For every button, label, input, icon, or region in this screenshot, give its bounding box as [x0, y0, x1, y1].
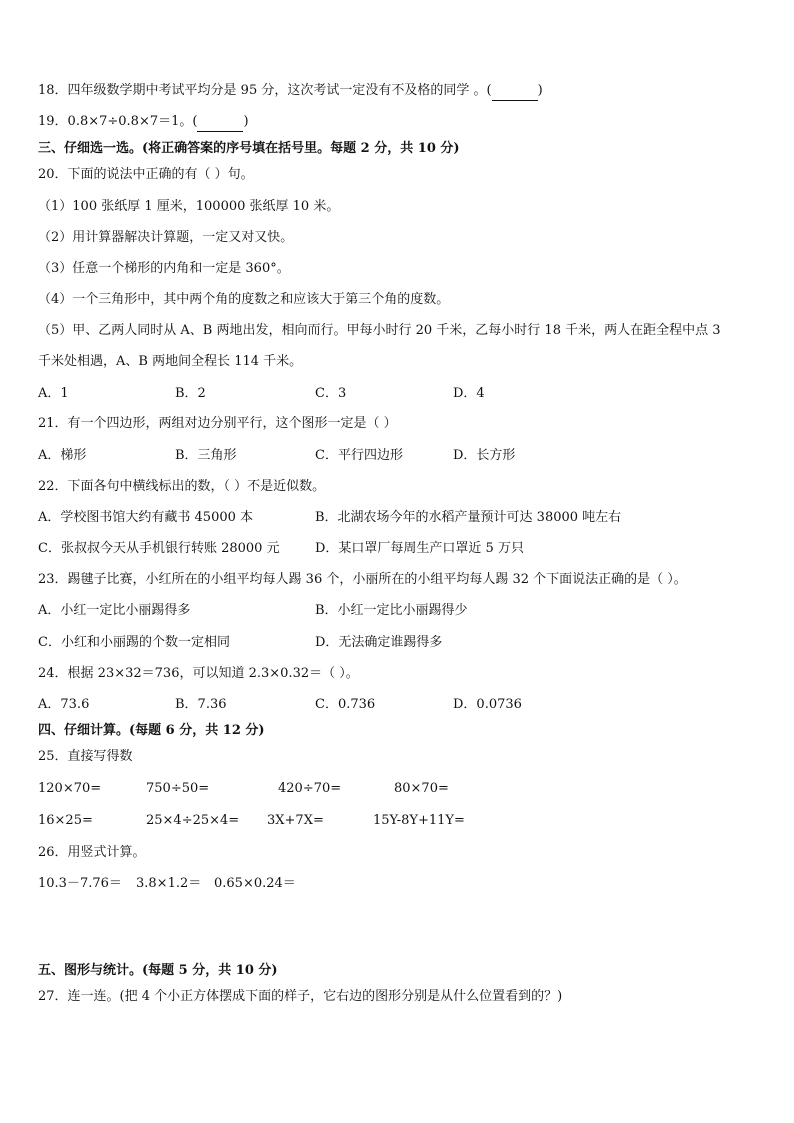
calc-item: 10.3－7.76＝: [38, 876, 122, 891]
question-18-close: ): [537, 83, 543, 98]
option-c[interactable]: C．0.736: [315, 697, 376, 712]
calc-item: 750÷50=: [146, 781, 210, 796]
answer-blank[interactable]: [492, 82, 538, 101]
option-b[interactable]: B．7.36: [175, 697, 227, 712]
question-24-stem: 24．根据 23×32＝736，可以知道 2.3×0.32＝（ ）。: [38, 666, 359, 681]
question-26-stem: 26．用竖式计算。: [38, 845, 146, 860]
question-20-stem: 20．下面的说法中正确的有（ ）句。: [38, 167, 254, 182]
question-20-item-4: （4）一个三角形中，其中两个角的度数之和应该大于第三个角的度数。: [38, 292, 450, 307]
question-20-item-5: （5）甲、乙两人同时从 A、B 两地出发，相向而行。甲每小时行 20 千米，乙每小时行 18 千米，两人在距全程中点 3: [38, 323, 721, 338]
question-18: [38, 82, 543, 101]
option-c[interactable]: C．张叔叔今天从手机银行转账 28000 元: [38, 541, 280, 556]
option-d[interactable]: D．某口罩厂每周生产口罩近 5 万只: [315, 541, 524, 556]
option-a[interactable]: A．1: [38, 386, 69, 401]
option-c[interactable]: C．3: [315, 386, 347, 401]
question-19: [38, 113, 249, 132]
question-19-text: 19．0.8×7÷0.8×7＝1。(: [38, 114, 198, 129]
question-23-stem: 23．踢毽子比赛，小红所在的小组平均每人踢 36 个，小丽所在的小组平均每人踢 32 个下面说法正确的是（ ）。: [38, 572, 687, 587]
question-25-stem: 25．直接写得数: [38, 749, 133, 764]
calc-item: 80×70=: [394, 781, 449, 796]
question-18-text: 18．四年级数学期中考试平均分是 95 分，这次考试一定没有不及格的同学 。(: [38, 83, 492, 98]
question-20-item-5-cont: 千米处相遇，A、B 两地间全程长 114 千米。: [38, 354, 303, 369]
section-4-heading: 四、仔细计算。(每题 6 分，共 12 分): [38, 723, 265, 738]
option-a[interactable]: A．学校图书馆大约有藏书 45000 本: [38, 510, 254, 525]
option-b[interactable]: B．三角形: [175, 448, 237, 463]
option-b[interactable]: B．北湖农场今年的水稻产量预计可达 38000 吨左右: [315, 510, 622, 525]
option-a[interactable]: A．73.6: [38, 697, 90, 712]
option-a[interactable]: A．梯形: [38, 448, 87, 463]
question-20-item-1: （1）100 张纸厚 1 厘米，100000 张纸厚 10 米。: [38, 199, 340, 214]
calc-item: 420÷70=: [278, 781, 342, 796]
calc-item: 0.65×0.24＝: [214, 876, 296, 891]
option-b[interactable]: B．小红一定比小丽踢得少: [315, 603, 468, 618]
option-a[interactable]: A．小红一定比小丽踢得多: [38, 603, 191, 618]
option-d[interactable]: D．长方形: [453, 448, 516, 463]
answer-blank[interactable]: [197, 113, 243, 132]
section-3-heading: 三、仔细选一选。(将正确答案的序号填在括号里。每题 2 分，共 10 分): [38, 141, 460, 156]
option-d[interactable]: D．4: [453, 386, 485, 401]
calc-item: 3.8×1.2＝: [136, 876, 202, 891]
question-21-stem: 21．有一个四边形，两组对边分别平行，这个图形一定是（ ）: [38, 416, 397, 431]
option-c[interactable]: C．平行四边形: [315, 448, 403, 463]
question-19-close: ): [243, 114, 249, 129]
section-5-heading: 五、图形与统计。(每题 5 分，共 10 分): [38, 963, 278, 978]
calc-item: 120×70=: [38, 781, 102, 796]
option-d[interactable]: D．0.0736: [453, 697, 522, 712]
calc-item: 25×4÷25×4=: [146, 813, 240, 828]
calc-item: 15Y-8Y+11Y=: [373, 813, 465, 828]
option-c[interactable]: C．小红和小丽踢的个数一定相同: [38, 635, 230, 650]
question-20-item-2: （2）用计算器解决计算题，一定又对又快。: [38, 230, 294, 245]
option-b[interactable]: B．2: [175, 386, 206, 401]
question-20-item-3: （3）任意一个梯形的内角和一定是 360°。: [38, 261, 290, 276]
calc-item: 16×25=: [38, 813, 93, 828]
question-27-stem: 27．连一连。(把 4 个小正方体摆成下面的样子，它右边的图形分别是从什么位置看到的？): [38, 989, 563, 1004]
calc-item: 3X+7X=: [267, 813, 324, 828]
question-22-stem: 22．下面各句中横线标出的数，（ ）不是近似数。: [38, 479, 326, 494]
option-d[interactable]: D．无法确定谁踢得多: [315, 635, 443, 650]
